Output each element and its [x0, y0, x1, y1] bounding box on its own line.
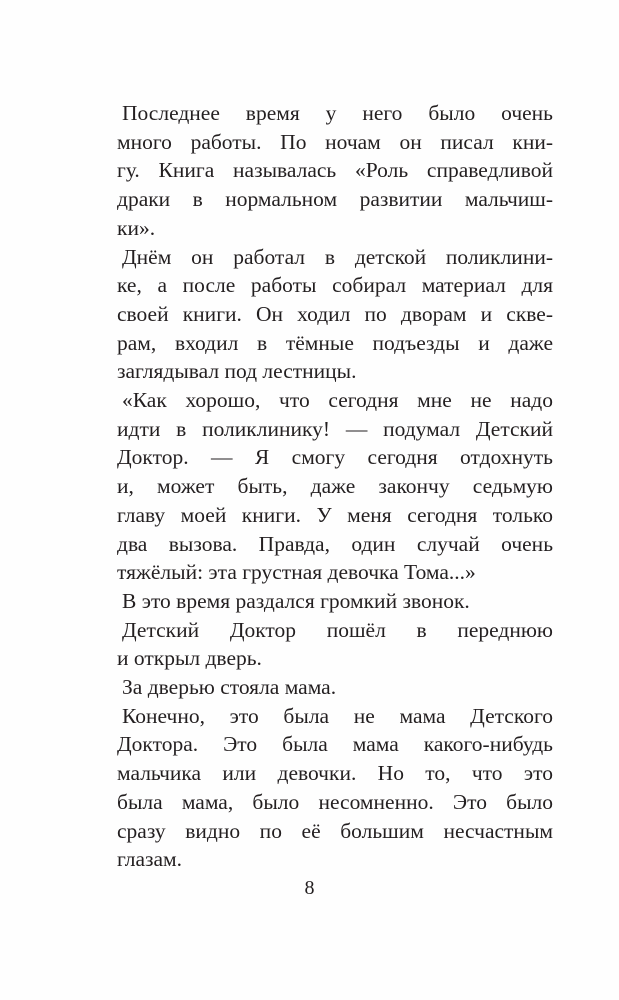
text-line: два вызова. Правда, один случай очень — [117, 531, 553, 556]
text-line: Конечно, это была не мама Детского — [122, 703, 553, 728]
text-line: Доктора. Это была мама какого-нибудь — [117, 732, 553, 757]
text-line: и, может быть, даже закончу седьмую — [117, 474, 553, 499]
text-line: идти в поликлинику! — подумал Детский — [117, 416, 553, 441]
text-line: сразу видно по её большим несчастным — [117, 818, 553, 843]
text-line: была мама, было несомненно. Это было — [117, 789, 553, 814]
text-line: гу. Книга называлась «Роль справедливой — [117, 158, 553, 183]
text-line: Доктор. — Я смогу сегодня отдохнуть — [117, 445, 553, 470]
text-line: и открыл дверь. — [117, 646, 262, 671]
text-line: мальчика или девочки. Но то, что это — [117, 761, 553, 786]
text-line: своей книги. Он ходил по дворам и скве- — [117, 301, 553, 326]
text-line: Последнее время у него было очень — [122, 101, 553, 125]
text-line: заглядывал под лестницы. — [117, 359, 357, 384]
page-number: 8 — [304, 877, 315, 899]
text-line: ке, а после работы собирал материал для — [117, 273, 553, 298]
text-line: глазам. — [117, 847, 183, 872]
text-line: В это время раздался громкий звонок. — [122, 588, 470, 613]
text-line: За дверью стояла мама. — [122, 675, 337, 699]
text-line: много работы. По ночам он писал кни- — [117, 129, 553, 154]
text-line: драки в нормальном развитии мальчиш- — [117, 187, 553, 212]
text-line: тяжёлый: эта грустная девочка Тома...» — [117, 560, 476, 585]
text-line: Детский Доктор пошёл в переднюю — [122, 617, 553, 642]
text-line: «Как хорошо, что сегодня мне не надо — [122, 388, 553, 412]
text-line: главу моей книги. У меня сегодня только — [117, 502, 553, 527]
text-line: рам, входил в тёмные подъезды и даже — [117, 330, 553, 355]
text-line: Днём он работал в детской поликлини- — [122, 244, 553, 269]
text-line: ки». — [117, 215, 156, 240]
